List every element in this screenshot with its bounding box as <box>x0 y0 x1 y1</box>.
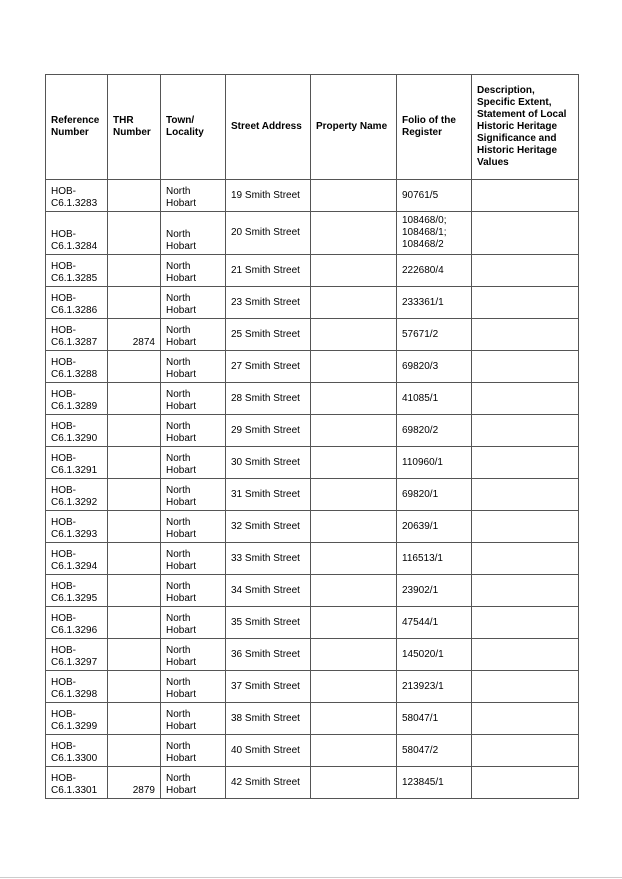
cell-folio: 23902/1 <box>397 575 472 607</box>
table-row <box>46 287 579 319</box>
cell-street-address: 36 Smith Street <box>226 639 311 671</box>
header-reference-number: Reference Number <box>46 75 108 180</box>
cell-folio: 69820/1 <box>397 479 472 511</box>
cell-folio: 222680/4 <box>397 255 472 287</box>
cell-property-name <box>311 607 397 639</box>
cell-property-name <box>311 543 397 575</box>
cell-reference-number: HOB- C6.1.3301 <box>46 767 108 799</box>
cell-street-address: 40 Smith Street <box>226 735 311 767</box>
cell-street-address: 35 Smith Street <box>226 607 311 639</box>
table-row <box>46 703 579 735</box>
table-row <box>46 351 579 383</box>
cell-street-address: 23 Smith Street <box>226 287 311 319</box>
cell-property-name <box>311 287 397 319</box>
cell-thr-number <box>108 415 161 447</box>
cell-property-name <box>311 415 397 447</box>
cell-description <box>472 180 579 212</box>
cell-street-address: 31 Smith Street <box>226 479 311 511</box>
cell-description <box>472 511 579 543</box>
cell-description <box>472 639 579 671</box>
table-row <box>46 479 579 511</box>
table-row <box>46 671 579 703</box>
cell-thr-number <box>108 639 161 671</box>
cell-thr-number <box>108 511 161 543</box>
cell-street-address: 28 Smith Street <box>226 383 311 415</box>
cell-description <box>472 383 579 415</box>
cell-town-locality: North Hobart <box>161 255 226 287</box>
cell-description <box>472 767 579 799</box>
cell-folio: 47544/1 <box>397 607 472 639</box>
cell-reference-number: HOB- C6.1.3286 <box>46 287 108 319</box>
cell-reference-number: HOB- C6.1.3299 <box>46 703 108 735</box>
cell-folio: 20639/1 <box>397 511 472 543</box>
cell-property-name <box>311 511 397 543</box>
heritage-register-table <box>45 74 579 799</box>
cell-thr-number <box>108 479 161 511</box>
cell-town-locality: North Hobart <box>161 180 226 212</box>
cell-reference-number: HOB- C6.1.3288 <box>46 351 108 383</box>
cell-reference-number: HOB- C6.1.3295 <box>46 575 108 607</box>
cell-town-locality: North Hobart <box>161 767 226 799</box>
cell-description <box>472 607 579 639</box>
cell-description <box>472 703 579 735</box>
cell-folio: 69820/3 <box>397 351 472 383</box>
cell-description <box>472 575 579 607</box>
cell-property-name <box>311 479 397 511</box>
cell-reference-number: HOB- C6.1.3283 <box>46 180 108 212</box>
cell-town-locality: North Hobart <box>161 383 226 415</box>
cell-street-address: 32 Smith Street <box>226 511 311 543</box>
cell-description <box>472 735 579 767</box>
cell-reference-number: HOB- C6.1.3285 <box>46 255 108 287</box>
cell-thr-number <box>108 287 161 319</box>
table-row <box>46 255 579 287</box>
cell-reference-number: HOB- C6.1.3293 <box>46 511 108 543</box>
cell-reference-number: HOB- C6.1.3300 <box>46 735 108 767</box>
cell-reference-number: HOB- C6.1.3284 <box>46 212 108 255</box>
cell-folio: 233361/1 <box>397 287 472 319</box>
cell-town-locality: North Hobart <box>161 639 226 671</box>
cell-description <box>472 351 579 383</box>
cell-town-locality: North Hobart <box>161 447 226 479</box>
cell-reference-number: HOB- C6.1.3296 <box>46 607 108 639</box>
cell-town-locality: North Hobart <box>161 212 226 255</box>
cell-street-address: 30 Smith Street <box>226 447 311 479</box>
cell-description <box>472 415 579 447</box>
cell-street-address: 38 Smith Street <box>226 703 311 735</box>
cell-property-name <box>311 319 397 351</box>
cell-description <box>472 212 579 255</box>
header-thr-number: THR Number <box>108 75 161 180</box>
cell-property-name <box>311 735 397 767</box>
table-row <box>46 575 579 607</box>
table-row <box>46 511 579 543</box>
cell-property-name <box>311 575 397 607</box>
cell-thr-number <box>108 447 161 479</box>
cell-reference-number: HOB- C6.1.3292 <box>46 479 108 511</box>
cell-description <box>472 543 579 575</box>
cell-town-locality: North Hobart <box>161 703 226 735</box>
cell-thr-number <box>108 703 161 735</box>
cell-reference-number: HOB- C6.1.3290 <box>46 415 108 447</box>
cell-folio: 116513/1 <box>397 543 472 575</box>
cell-town-locality: North Hobart <box>161 319 226 351</box>
header-town-locality: Town/ Locality <box>161 75 226 180</box>
cell-reference-number: HOB- C6.1.3291 <box>46 447 108 479</box>
table-row <box>46 735 579 767</box>
cell-street-address: 33 Smith Street <box>226 543 311 575</box>
cell-description <box>472 479 579 511</box>
table-row <box>46 767 579 799</box>
cell-street-address: 37 Smith Street <box>226 671 311 703</box>
cell-folio: 110960/1 <box>397 447 472 479</box>
cell-description <box>472 255 579 287</box>
table-row <box>46 447 579 479</box>
cell-town-locality: North Hobart <box>161 543 226 575</box>
cell-thr-number <box>108 671 161 703</box>
cell-street-address: 42 Smith Street <box>226 767 311 799</box>
table-row <box>46 212 579 255</box>
cell-reference-number: HOB- C6.1.3294 <box>46 543 108 575</box>
cell-reference-number: HOB- C6.1.3298 <box>46 671 108 703</box>
cell-thr-number <box>108 543 161 575</box>
cell-description <box>472 287 579 319</box>
header-folio: Folio of the Register <box>397 75 472 180</box>
table-row <box>46 607 579 639</box>
cell-reference-number: HOB- C6.1.3287 <box>46 319 108 351</box>
cell-property-name <box>311 447 397 479</box>
cell-thr-number <box>108 255 161 287</box>
cell-reference-number: HOB- C6.1.3289 <box>46 383 108 415</box>
table-row <box>46 180 579 212</box>
table-row <box>46 383 579 415</box>
cell-street-address: 27 Smith Street <box>226 351 311 383</box>
header-property-name: Property Name <box>311 75 397 180</box>
cell-street-address: 25 Smith Street <box>226 319 311 351</box>
header-row <box>46 75 579 180</box>
cell-street-address: 21 Smith Street <box>226 255 311 287</box>
cell-property-name <box>311 255 397 287</box>
cell-town-locality: North Hobart <box>161 735 226 767</box>
cell-street-address: 29 Smith Street <box>226 415 311 447</box>
cell-town-locality: North Hobart <box>161 287 226 319</box>
table-row <box>46 319 579 351</box>
page-bottom-edge <box>0 877 622 878</box>
cell-thr-number <box>108 575 161 607</box>
cell-property-name <box>311 767 397 799</box>
cell-thr-number <box>108 351 161 383</box>
cell-folio: 58047/1 <box>397 703 472 735</box>
table-row <box>46 415 579 447</box>
cell-town-locality: North Hobart <box>161 607 226 639</box>
cell-town-locality: North Hobart <box>161 351 226 383</box>
cell-folio: 90761/5 <box>397 180 472 212</box>
cell-folio: 57671/2 <box>397 319 472 351</box>
cell-folio: 213923/1 <box>397 671 472 703</box>
cell-property-name <box>311 212 397 255</box>
cell-property-name <box>311 639 397 671</box>
cell-folio: 123845/1 <box>397 767 472 799</box>
cell-town-locality: North Hobart <box>161 511 226 543</box>
cell-thr-number: 2879 <box>108 767 161 799</box>
cell-thr-number: 2874 <box>108 319 161 351</box>
cell-property-name <box>311 351 397 383</box>
cell-folio: 145020/1 <box>397 639 472 671</box>
cell-folio: 41085/1 <box>397 383 472 415</box>
header-description: Description, Specific Extent, Statement of Local Historic Heritage Significance and Historic Heritage Values <box>472 75 579 180</box>
cell-thr-number <box>108 212 161 255</box>
cell-property-name <box>311 671 397 703</box>
cell-folio: 108468/0; 108468/1; 108468/2 <box>397 212 472 255</box>
table-row <box>46 543 579 575</box>
header-street-address: Street Address <box>226 75 311 180</box>
cell-thr-number <box>108 383 161 415</box>
cell-reference-number: HOB- C6.1.3297 <box>46 639 108 671</box>
cell-thr-number <box>108 735 161 767</box>
cell-town-locality: North Hobart <box>161 479 226 511</box>
cell-town-locality: North Hobart <box>161 671 226 703</box>
cell-description <box>472 319 579 351</box>
cell-folio: 58047/2 <box>397 735 472 767</box>
cell-folio: 69820/2 <box>397 415 472 447</box>
cell-property-name <box>311 383 397 415</box>
cell-property-name <box>311 180 397 212</box>
cell-street-address: 19 Smith Street <box>226 180 311 212</box>
cell-thr-number <box>108 607 161 639</box>
cell-street-address: 20 Smith Street <box>226 212 311 255</box>
cell-town-locality: North Hobart <box>161 575 226 607</box>
cell-description <box>472 671 579 703</box>
cell-description <box>472 447 579 479</box>
cell-street-address: 34 Smith Street <box>226 575 311 607</box>
table-row <box>46 639 579 671</box>
cell-thr-number <box>108 180 161 212</box>
cell-town-locality: North Hobart <box>161 415 226 447</box>
cell-property-name <box>311 703 397 735</box>
